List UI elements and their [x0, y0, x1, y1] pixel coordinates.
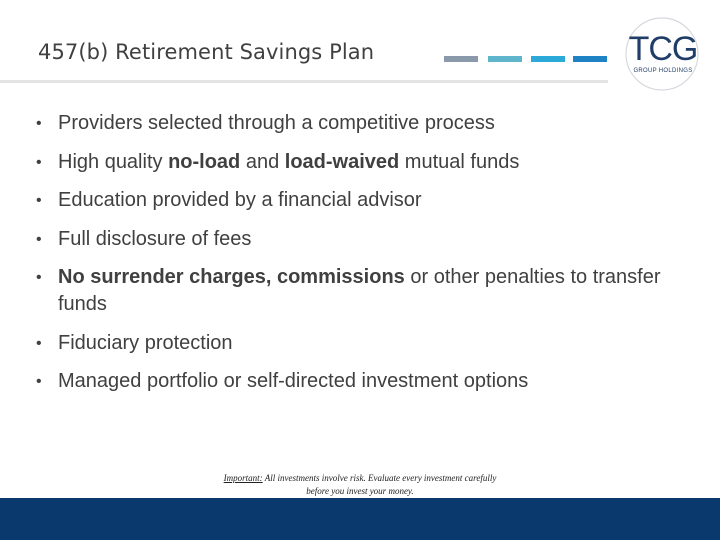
bullet-dot-icon: • [36, 153, 42, 171]
footnote-label: Important: [223, 473, 263, 483]
bullet-dot-icon: • [36, 230, 42, 248]
bullet-text: No surrender charges, commissions [58, 266, 405, 288]
bullet-item [36, 149, 696, 176]
logo-subtext: GROUP HOLDINGS [633, 68, 693, 74]
bullet-text: Fiduciary protection [58, 331, 233, 354]
bullet-text: Managed portfolio or self-directed investment options [58, 370, 529, 392]
logo-mark [619, 16, 705, 92]
bullet-dot-icon: • [36, 269, 42, 286]
bullet-dot-icon: • [36, 192, 42, 209]
bullet-item [36, 368, 696, 395]
disclaimer-footnote [200, 472, 520, 498]
bullet-item [36, 264, 696, 318]
footnote-line-1: All investments involve risk. Evaluate every investment carefully [262, 473, 497, 483]
page-title: 457(b) Retirement Savings Plan [38, 40, 375, 64]
bullet-text: Full disclosure of fees [58, 227, 252, 250]
bullet-text: or other penalties to transfer funds [58, 266, 661, 315]
accent-bar [573, 56, 607, 62]
bullet-text: mutual funds [399, 150, 520, 173]
bullet-text: Education provided by a financial advisor [58, 189, 422, 211]
footnote-line-2: before you invest your money. [306, 486, 414, 496]
bullet-text: no-load [168, 150, 241, 173]
accent-bar [444, 56, 478, 62]
bullet-text: High quality [58, 150, 169, 173]
bullet-item [36, 226, 696, 253]
title-divider [0, 80, 608, 83]
logo-text: TCG [628, 30, 698, 68]
bullet-dot-icon: • [36, 115, 42, 132]
accent-bar [531, 56, 565, 62]
bullet-item [36, 187, 696, 214]
bullet-item [36, 330, 696, 357]
footer-band [0, 498, 720, 540]
bullet-text: load-waived [284, 150, 400, 173]
accent-bar [488, 56, 522, 62]
bullet-text: and [240, 150, 285, 173]
bullet-list [36, 110, 696, 407]
bullet-text: Providers selected through a competitive process [58, 112, 495, 134]
tcg-logo [619, 16, 705, 92]
bullet-item [36, 110, 696, 137]
bullet-dot-icon: • [36, 373, 42, 390]
bullet-dot-icon: • [36, 334, 42, 352]
